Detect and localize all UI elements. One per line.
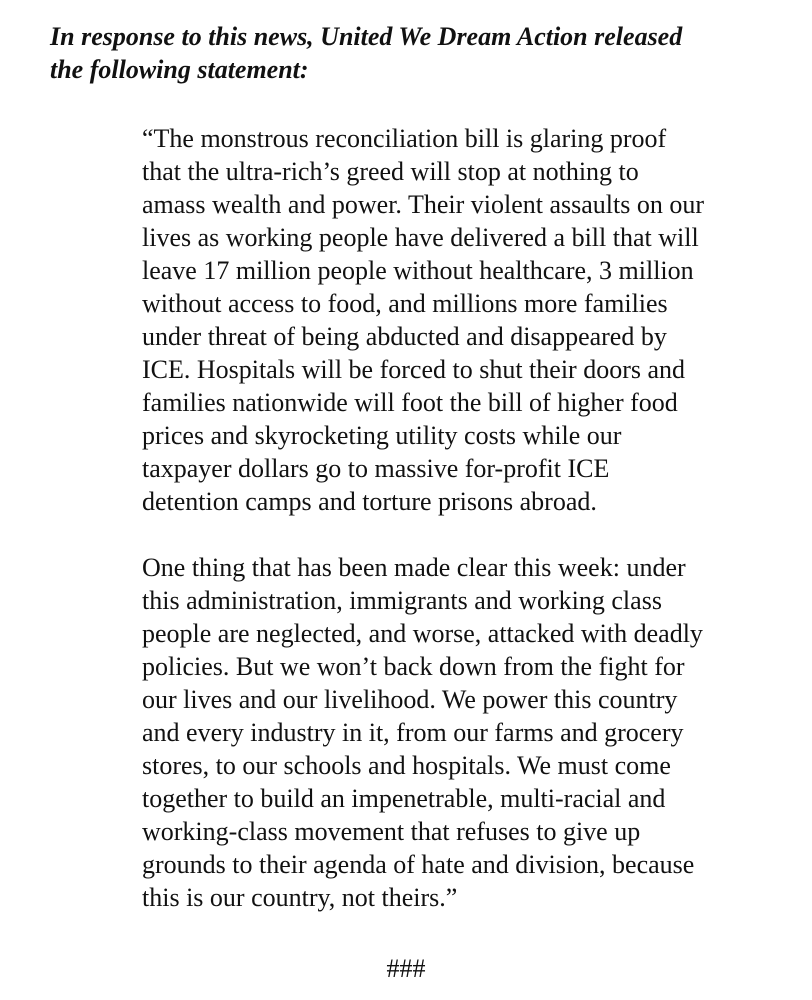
paragraph-line: amass wealth and power. Their violent assaults on our xyxy=(142,190,705,219)
paragraph-line: leave 17 million people without healthcare, 3 million xyxy=(142,256,694,285)
paragraph-line: lives as working people have delivered a bill that will xyxy=(142,223,699,252)
paragraph-line: taxpayer dollars go to massive for-profit ICE xyxy=(142,454,610,483)
paragraph-line: ICE. Hospitals will be forced to shut their doors and xyxy=(142,355,686,384)
statement-paragraph-2 xyxy=(142,551,782,914)
paragraph-line: that the ultra-rich’s greed will stop at nothing to xyxy=(142,157,639,186)
end-of-release-mark: ### xyxy=(386,954,426,983)
paragraph-line: working-class movement that refuses to give up xyxy=(142,817,641,846)
statement-quote xyxy=(142,122,782,914)
paragraph-line: grounds to their agenda of hate and division, because xyxy=(142,850,695,879)
paragraph-line: “The monstrous reconciliation bill is glaring proof xyxy=(142,124,667,153)
paragraph-line: families nationwide will foot the bill of higher food xyxy=(142,388,678,417)
paragraph-line: policies. But we won’t back down from the fight for xyxy=(142,652,685,681)
paragraph-line: this administration, immigrants and working class xyxy=(142,586,662,615)
paragraph-line: without access to food, and millions more families xyxy=(142,289,668,318)
paragraph-line: prices and skyrocketing utility costs while our xyxy=(142,421,622,450)
paragraph-line: our lives and our livelihood. We power this country xyxy=(142,685,678,714)
paragraph-line: One thing that has been made clear this week: under xyxy=(142,553,686,582)
paragraph-line: together to build an impenetrable, multi-racial and xyxy=(142,784,666,813)
statement-paragraph-1 xyxy=(142,122,782,518)
intro-line: the following statement: xyxy=(50,55,309,84)
paragraph-line: this is our country, not theirs.” xyxy=(142,883,458,912)
paragraph-line: detention camps and torture prisons abroad. xyxy=(142,487,597,516)
paragraph-line: stores, to our schools and hospitals. We must come xyxy=(142,751,671,780)
intro-line: In response to this news, United We Dream Action released xyxy=(50,22,683,51)
paragraph-line: and every industry in it, from our farms and grocery xyxy=(142,718,684,747)
paragraph-line: people are neglected, and worse, attacked with deadly xyxy=(142,619,703,648)
intro-heading xyxy=(50,20,790,86)
paragraph-line: under threat of being abducted and disappeared by xyxy=(142,322,667,351)
